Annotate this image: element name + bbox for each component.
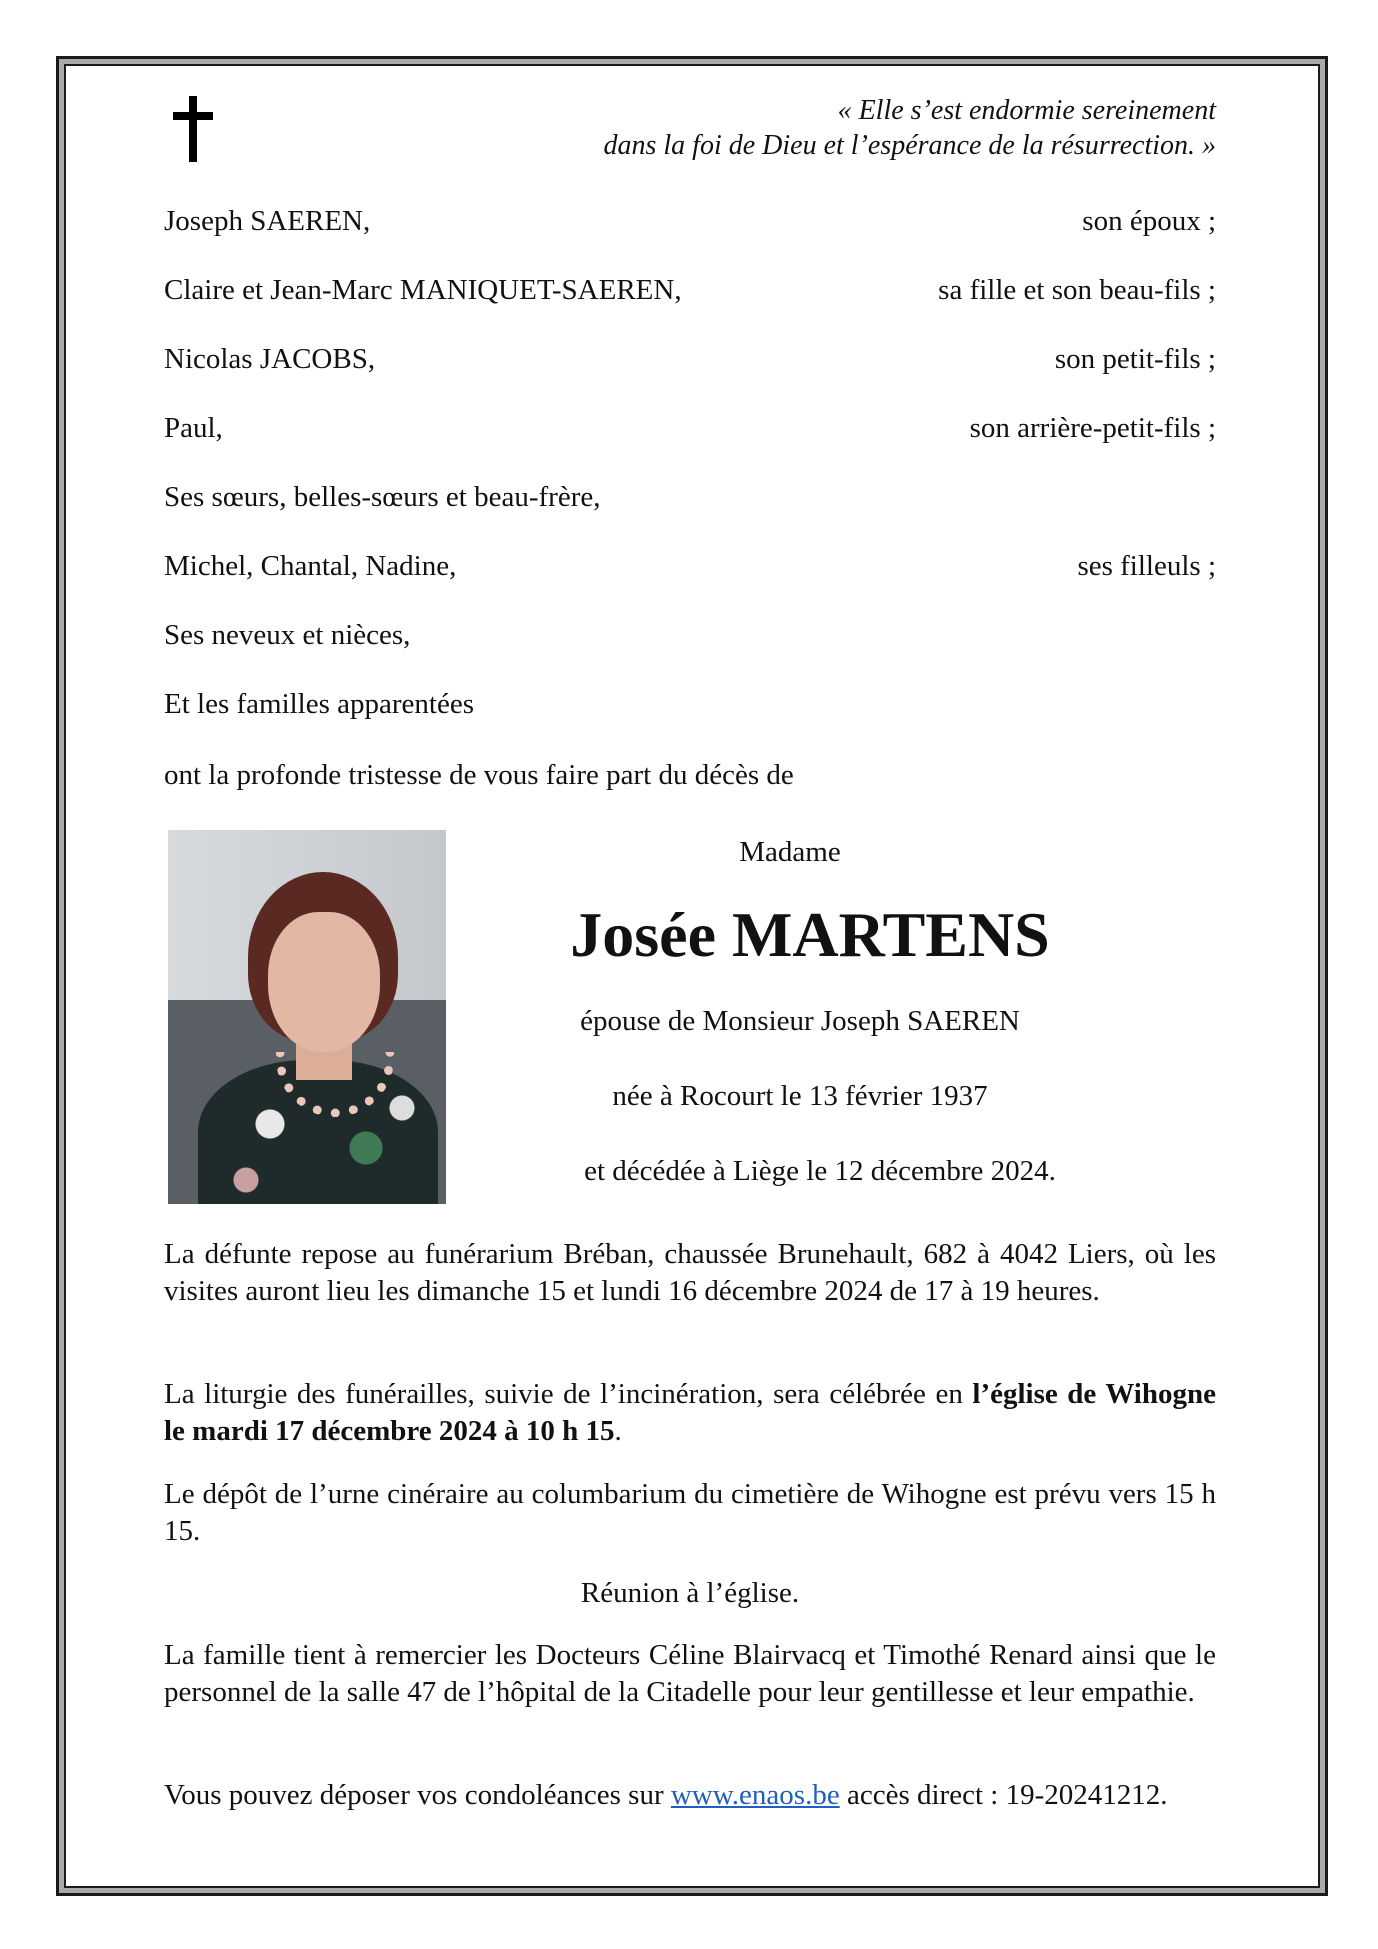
family-row	[164, 410, 1216, 479]
deceased-death: et décédée à Liège le 12 décembre 2024.	[584, 1155, 1056, 1187]
family-row	[164, 617, 1216, 686]
family-name: Et les familles apparentées	[164, 688, 475, 720]
quote-line-2: dans la foi de Dieu et l’espérance de la résurrection. »	[603, 130, 1216, 161]
quote-line-1: « Elle s’est endormie sereinement	[837, 95, 1216, 126]
family-list	[164, 203, 1216, 755]
family-name: Ses sœurs, belles-sœurs et beau-frère,	[164, 481, 601, 513]
family-relation: sa fille et son beau-fils ;	[938, 274, 1216, 306]
announcement-intro: ont la profonde tristesse de vous faire part du décès de	[164, 759, 794, 791]
condolences-prefix: Vous pouvez déposer vos condoléances sur	[164, 1779, 671, 1811]
family-name: Paul,	[164, 412, 223, 444]
family-row	[164, 479, 1216, 548]
family-row	[164, 341, 1216, 410]
deceased-spouse: épouse de Monsieur Joseph SAEREN	[580, 1005, 1020, 1037]
funeral-text-suffix: .	[614, 1415, 622, 1447]
funeral-text-prefix: La liturgie des funérailles, suivie de l’incinération, sera célébrée en	[164, 1378, 973, 1410]
family-relation: son arrière-petit-fils ;	[969, 412, 1216, 444]
family-relation: ses filleuls ;	[1077, 550, 1216, 582]
epitaph-quote	[604, 93, 1217, 163]
urn-text: Le dépôt de l’urne cinéraire au columbarium du cimetière de Wihogne est prévu vers 15 h 15.	[164, 1478, 1216, 1547]
family-name: Michel, Chantal, Nadine,	[164, 550, 457, 582]
family-name: Claire et Jean-Marc MANIQUET-SAEREN,	[164, 274, 682, 306]
family-row	[164, 272, 1216, 341]
cross-icon	[173, 96, 213, 162]
family-row	[164, 548, 1216, 617]
funeral-text-bold: l’église de Wihogne le mardi 17 décembre 2024 à 10 h 15	[164, 1378, 1216, 1447]
visitation-text: La défunte repose au funérarium Bréban, chaussée Brunehault, 682 à 4042 Liers, où les visites auront lieu les dimanche 15 et lundi 16 décembre 2024 de 17 à 19 heures.	[164, 1238, 1216, 1307]
portrait-photo	[168, 830, 446, 1204]
family-name: Nicolas JACOBS,	[164, 343, 376, 375]
deceased-name: Josée MARTENS	[570, 899, 1050, 970]
family-row	[164, 686, 1216, 755]
deceased-title: Madame	[739, 836, 841, 868]
family-name: Joseph SAEREN,	[164, 205, 371, 237]
reunion-text: Réunion à l’église.	[580, 1577, 800, 1609]
condolences-link[interactable]: www.enaos.be	[670, 1779, 840, 1811]
family-relation: son époux ;	[1082, 205, 1216, 237]
deceased-birth: née à Rocourt le 13 février 1937	[612, 1080, 988, 1112]
condolences-suffix: accès direct : 19-20241212.	[839, 1779, 1168, 1811]
condolences-text	[164, 1777, 1216, 1814]
family-name: Ses neveux et nièces,	[164, 619, 411, 651]
family-row	[164, 203, 1216, 272]
thanks-text: La famille tient à remercier les Docteurs Céline Blairvacq et Timothé Renard ainsi que le personnel de la salle 47 de l’hôpital de la Citadelle pour leur gentillesse et leur empathie.	[164, 1639, 1216, 1708]
family-relation: son petit-fils ;	[1054, 343, 1216, 375]
funeral-text	[164, 1376, 1216, 1450]
